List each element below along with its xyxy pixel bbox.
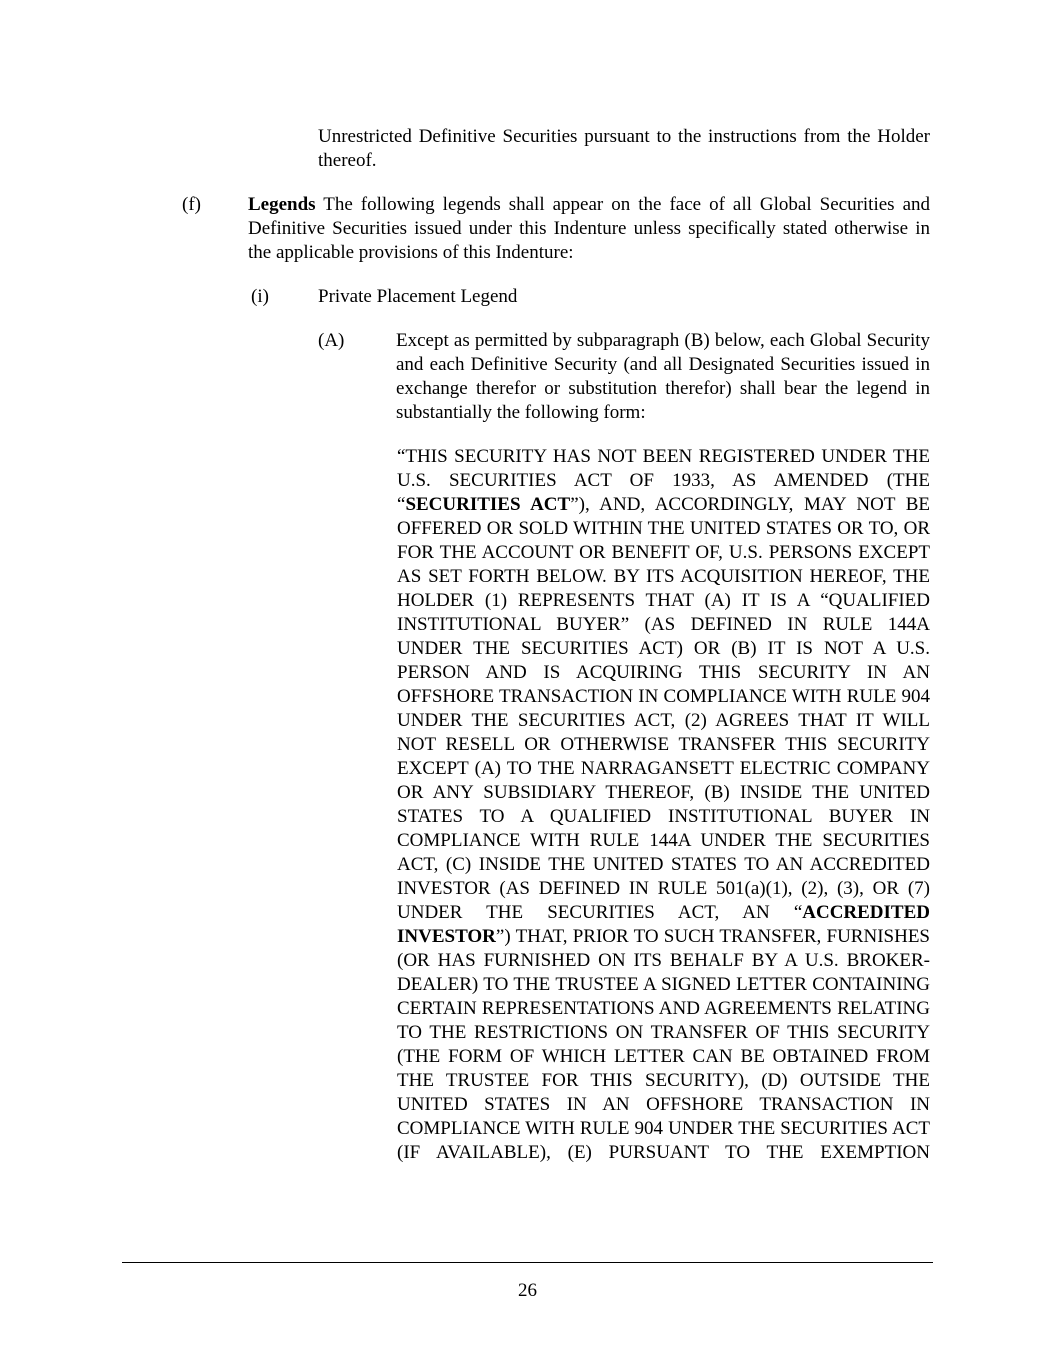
carryover-paragraph — [318, 125, 930, 173]
footer-divider — [122, 1262, 933, 1263]
legend-text-part3: ”) THAT, PRIOR TO SUCH TRANSFER, FURNISHES (OR HAS FURNISHED ON ITS BEHALF BY A U.S. BROKER-DEALER) TO THE TRUSTEE A SIGNED LETTER CONTAINING CERTAIN REPRESENTATIONS AND AGREEMENTS RELATING TO THE RESTRICTIONS ON TRANSFER OF THIS SECURITY (THE FORM OF WHICH LETTER CAN BE OBTAINED FROM THE TRUSTEE FOR THIS SECURITY), (D) OUTSIDE THE UNITED STATES IN AN OFFSHORE TRANSACTION IN COMPLIANCE WITH RULE 904 UNDER THE SECURITIES ACT (IF AVAILABLE), (E) PURSUANT TO THE EXEMPTION — [397, 926, 930, 1163]
subsection-i-title: Private Placement Legend — [318, 286, 518, 307]
section-f-label: (f) — [182, 194, 201, 215]
clause-a-text: Except as permitted by subparagraph (B) below, each Global Security and each Definitive Security (and all Designated Securities issued in exchange therefor or substitution therefor) shall bear the legend in substantially the following form: — [396, 330, 930, 423]
legend-text-part2: ”), AND, ACCORDINGLY, MAY NOT BE OFFERED OR SOLD WITHIN THE UNITED STATES OR TO, OR FOR THE ACCOUNT OR BENEFIT OF, U.S. PERSONS EXCEPT AS SET FORTH BELOW. BY ITS ACQUISITION HEREOF, THE HOLDER (1) REPRESENTS THAT (A) IT IS A “QUALIFIED INSTITUTIONAL BUYER” (AS DEFINED IN RULE 144A UNDER THE SECURITIES ACT) OR (B) IT IS NOT A U.S. PERSON AND IS ACQUIRING THIS SECURITY IN AN OFFSHORE TRANSACTION IN COMPLIANCE WITH RULE 904 UNDER THE SECURITIES ACT, (2) AGREES THAT IT WILL NOT RESELL OR OTHERWISE TRANSFER THIS SECURITY EXCEPT (A) TO THE NARRAGANSETT ELECTRIC COMPANY OR ANY SUBSIDIARY THEREOF, (B) INSIDE THE UNITED STATES TO A QUALIFIED INSTITUTIONAL BUYER IN COMPLIANCE WITH RULE 144A UNDER THE SECURITIES ACT, (C) INSIDE THE UNITED STATES TO AN ACCREDITED INVESTOR (AS DEFINED IN RULE 501(a)(1), (2), (3), OR (7) UNDER THE SECURITIES ACT, AN “ — [397, 494, 930, 923]
section-f-paragraph — [248, 193, 930, 265]
clause-a-paragraph — [396, 329, 930, 425]
section-f-heading: Legends — [248, 194, 316, 215]
section-f-text: The following legends shall appear on the face of all Global Securities and Definitive Securities issued under this Indenture unless specifically stated otherwise in the applicable provisions of this Indenture: — [248, 194, 930, 263]
page-number: 26 — [518, 1280, 537, 1301]
clause-a-label: (A) — [318, 330, 345, 351]
carryover-text: Unrestricted Definitive Securities pursuant to the instructions from the Holder thereof. — [318, 126, 930, 171]
legend-paragraph — [397, 445, 930, 1165]
legend-defined-term-securities-act: SECURITIES ACT — [405, 494, 571, 515]
subsection-i-label: (i) — [251, 286, 269, 307]
legend-text-part1: “THIS SECURITY HAS NOT BEEN REGISTERED UNDER THE U.S. SECURITIES ACT OF 1933, AS AMENDED (THE “ — [397, 446, 930, 515]
legend-defined-term-accredited-investor: ACCREDITED INVESTOR — [397, 902, 930, 947]
